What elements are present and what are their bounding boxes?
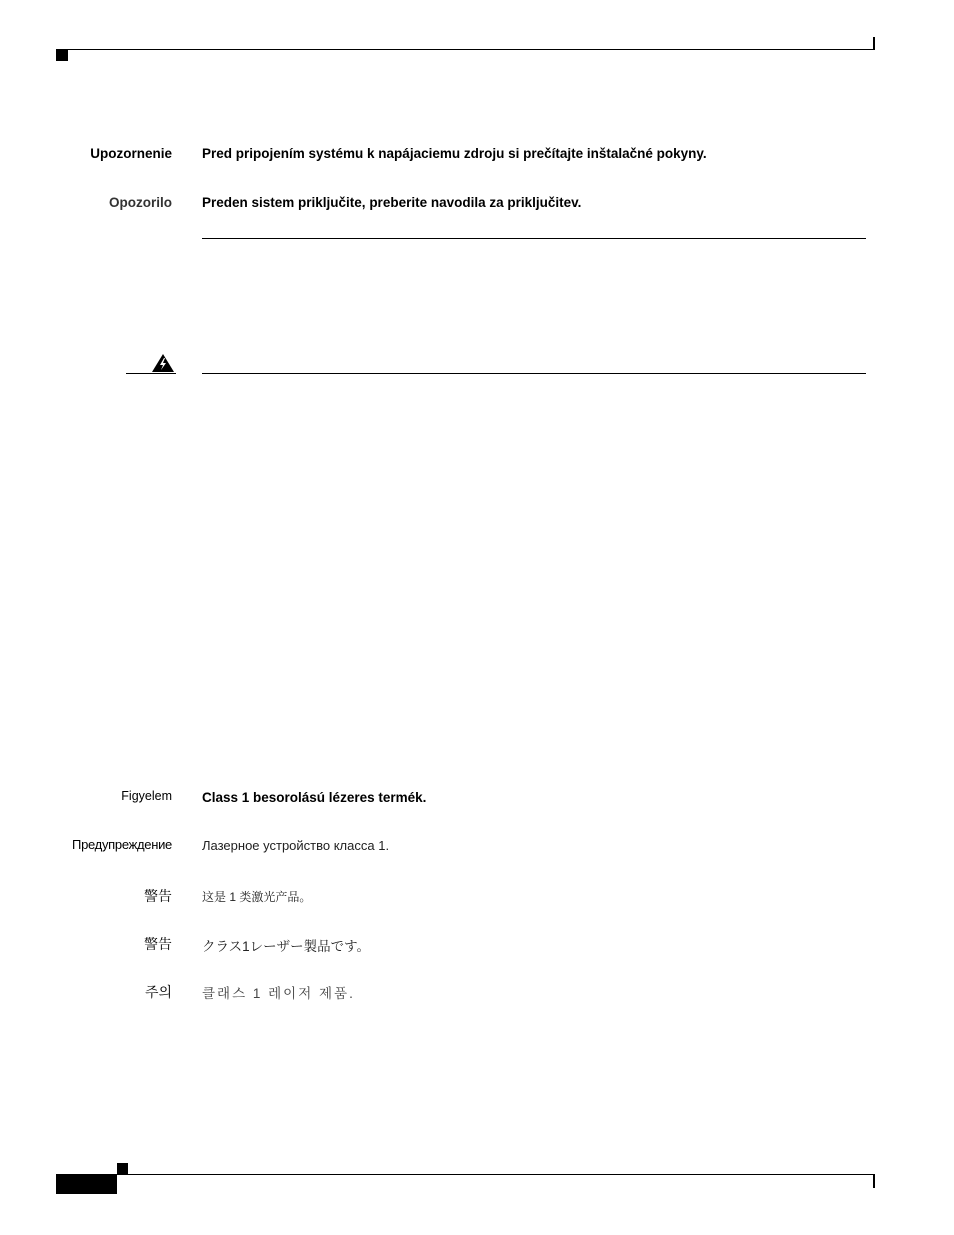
header-corner-marker: [56, 50, 68, 61]
warning-label-slovenian: Opozorilo: [109, 195, 172, 210]
warning-label-chinese: 警告: [144, 888, 172, 904]
warning-lightning-icon: [151, 353, 175, 373]
header-rule: [56, 49, 875, 50]
warning-label-korean: 주의: [144, 984, 172, 1000]
warning-label-slovak: Upozornenie: [90, 146, 172, 161]
footer-rule: [56, 1174, 875, 1175]
header-tick: [873, 37, 875, 50]
footer-page-tab: [56, 1175, 117, 1194]
warning-text-slovak: Pred pripojením systému k napájaciemu zdroju si prečítajte inštalačné pokyny.: [202, 146, 707, 161]
icon-underline: [126, 373, 176, 374]
warning-label-japanese: 警告: [144, 936, 172, 952]
warning-text-korean: 클래스 1 레이저 제품.: [202, 986, 355, 1001]
warning-label-hungarian: Figyelem: [121, 789, 172, 803]
warning-text-russian: Лазерное устройство класса 1.: [202, 838, 390, 853]
section-divider: [202, 238, 866, 239]
warning-label-russian: Предупреждение: [72, 837, 172, 852]
warning-text-slovenian: Preden sistem priključite, preberite navodila za priključitev.: [202, 195, 582, 210]
warning-rule: [202, 373, 866, 374]
warning-text-hungarian: Class 1 besorolású lézeres termék.: [202, 790, 427, 805]
warning-text-chinese: 这是 1 类激光产品。: [202, 890, 312, 904]
warning-text-japanese: クラス1レーザー製品です。: [202, 939, 371, 954]
footer-corner-marker: [117, 1163, 128, 1174]
footer-tick: [873, 1175, 875, 1188]
